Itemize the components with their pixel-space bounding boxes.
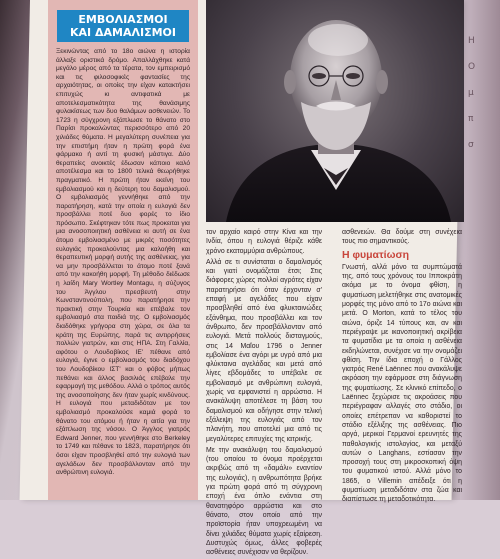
sidebar-title-line: ΕΜΒΟΛΙΑΣΜΟΙ: [78, 13, 168, 26]
paragraph: Αλλά σε τι συνίσταται ο δαμαλισμός και γιατί ονομάζεται έτσι; Στις διάφορες χώρες πολλοί αγρότες είχαν παρατηρήσει ότι όταν έρχονταν σ' επαφή με αγελάδες που είχαν προσβληθεί από ένα φλυκταινώδες εξάνθημα, που προσβάλλει και τον άνθρωπο, δεν προσβάλλονταν από ευλογιά. Μετά πολλούς δισταγμούς, στις 14 Μαΐου 1796 ο Jenner εμβολίασε ένα αγόρι με υγρό από μια φλύκταινα αγελάδας και μετά από λίγες εβδομάδες το υπέβαλε σε εμβολιασμό με ανθρώπινη ευλογιά, χωρίς να εμφανιστεί η αρρώστια. Η ανακάλυψη αποτέλεσε τη βάση του δαμαλισμού και οδήγησε στην τελική εξάλειψη της ευλογιάς από τον πλανήτη, που αποτελεί μια από τις μεγαλύτερες επιτυχίες της ιατρικής.: [206, 258, 322, 443]
margin-note: π: [468, 114, 474, 124]
margin-note: Η: [468, 36, 475, 46]
margin-note: Ο: [468, 62, 476, 72]
margin-note: σ: [468, 140, 474, 150]
adjacent-page-text: [468, 28, 475, 158]
sidebar-title-line: ΚΑΙ ΔΑΜΑΛΙΣΜΟΙ: [70, 26, 176, 39]
sidebar-title: [57, 10, 189, 42]
right-column: [342, 228, 462, 507]
paragraph: Γνωστή, αλλά μόνο τα συμπτώματά της, από τους χρόνους του Ιπποκράτη ακόμα με το όνομα φθίση, η φυματίωση μελετήθηκε στις ανατομικές μορφές της μόνο από το 17ο αιώνα και μετά. Ο Morton, κατά το τέλος του αιώνα, όριζε 14 τύπους και, αν και περιέγραψε με ικανοποιητική ακρίβεια τα φυματίδια με τα οποία η ασθένεια εκδηλώνεται, συνέχισε να την ονομάζει φθίση. Την ίδια εποχή ο Γάλλος γιατρός René Laënnec που ανακάλυψε ακρόαση την εφάρμοσε στη διάγνωση της φυματίωσης. Σε κλινικό επίπεδο, ο Laënnec ξεχώρισε τις ακροάσεις που περιέγραφαν αλλαγές στο στάδιο, οι οποίες επέτρεπαν να καθοριστεί το στάδιο εξέλιξης της ασθένειας. Πιο αργά, μερικοί Γερμανοί ερευνητές της παθολογικής ιστολογίας, και μεταξύ αυτών ο Langhans, εστίασαν την προσοχή τους στη μικροσκοπική όψη του φυματικού ιστού. Αλλά μόνο το 1865, ο Villemin απέδειξε ότι η φυματίωση μεταδιδόταν στα ζώα και διαπίστωσε τη μεταδοτικότητα.: [342, 263, 462, 504]
portrait-photo: [206, 0, 464, 222]
middle-column: [206, 228, 322, 559]
portrait-figure: [206, 0, 464, 222]
section-heading: Η φυματίωση: [342, 248, 410, 261]
paragraph: τον αρχαίο καιρό στην Κίνα και την Ινδία, όπου η ευλογιά θέριζε κάθε χρόνο εκατομμύρια ανθρώπους.: [206, 229, 322, 255]
adjacent-page-edge: [460, 0, 500, 500]
paragraph: ασθενειών. Θα δούμε στη συνέχεια τους πιο σημαντικούς.: [342, 229, 462, 246]
paragraph: Με την ανακάλυψη του δαμαλισμού (του οποίου το όνομα προέρχεται ακριβώς από τη «δαμάλι» εναντίον της ευλογιάς), η ανθρωπότητα βρήκε για πρώτη φορά από τη σύγχρονη εποχή ένα όπλο ενάντια στη θανατηφόρο αρρώστια και στο θάνατο, στον οποίο από την προϊστορία ήταν υποχρεωμένη να δίνει χιλιάδες θύματα χωρίς εξαίρεση. Δυστυχώς όμως, άλλες φοβερές ασθένειες συνέχισαν να θερίζουν.: [206, 446, 322, 557]
sidebar-box: [48, 0, 198, 500]
margin-note: μ: [468, 88, 474, 98]
sidebar-body-text: Ξεκινώντας από το 18ο αιώνα η ιστορία άλλαξε οριστικά δρόμο. Απαλλάχθηκε κατά μεγάλο μέρος από τα τέρατα, τον εμπειρισμό και τις φιλοσοφικές φαντασίες της αρχαιότητας, οι οποίες την είχαν κατακτήσει επιτυχώς κι αντιφατικά με αποτελεσματικότητα της θανάσιμης φυλακίσεως των δυο θαλάμων ασθενειών. Το 1723 η σύγχρονη εξάπλωσε το θάνατο στο Παρίσι προκαλώντας περισσότερο από 20 χιλιάδες θύματα. Η μεγαλύτερη συνέπεια για την επιστήμη ήταν η πρώτη φορά ένα φάρμακο ή αντί τη φυσική μάστιγα. Δύο θεραπείες ανοικτές έδωσαν κάποιο καλό αποτέλεσμα και το 1800 τελικά θεωρήθηκε πραγματικό. Η πρώτη ήταν εκείνη του εμβολιασμού και η δεύτερη του δαμαλισμού. Ο εμβολιασμός γεννήθηκε από την παρατήρηση, κατά την οποία η ευλογιά δεν προσβάλλει ποτέ δυο φορές το ίδιο πρόσωπο. Σκέφτηκαν τότε πως προκειται για μια ανοσοποιητική ασθένεια κι αυτή σε ένα άτομο εμβολιασμένο με μικρές ποσότητες ευλογιάς προκαλούντας μια καλοήθη και θεραπευτική μορφή αυτής της ασθένειας, για να μην προσβάλλεται το άτομο ποτέ ξανά από την κακοήθη μορφή. Τη μέθοδο διέδωσε η λαίδη Mary Wortley Montagu, η σύζυγος του Άγγλου πρεσβευτή στην Κωνσταντινούπολη, που παρατήρησε την πρακτική στην Τουρκία και επέβαλε τον εμβολιασμό στα παιδιά της. Ο εμβολιασμός διαδόθηκε γρήγορα στη χώρα, σε όλα τα κράτη της Ευρώπης, παρά τις αντιρρήσεις πολλών γιατρών, και στις ΗΠΑ. Στη Γαλλία, αφότου ο Λουδοβίκος ΙΕ' πέθανε από ευλογιά, έγινε ο εμβολιασμός του διαδόχου του Λουδοβίκου ΙΣΤ' και ο φόβος μήπως πεθάνει και άλλος βασιλιάς επέβαλε την εφαρμογή της μεθόδου. Αλλά ο τρόπος αυτός της ανοσοποίησης δεν ήταν χωρίς κινδύνους. Η ευλογιά που μεταδιδόταν με τον εμβολιασμό προκαλούσε καμιά φορά το θάνατο του ατόμου ή ήταν η αιτία για την εξάπλωση της νόσου. Ο Άγγλος γιατρός Edward Jenner, που γεννήθηκε στο Berkeley το 1749 και πέθανε το 1823, παρατήρησε ότι όσοι είχαν προσβληθεί από την ευλογιά των αγελάδων δεν προσβάλλονταν από την ανθρώπινη ευλογιά.: [56, 48, 190, 477]
